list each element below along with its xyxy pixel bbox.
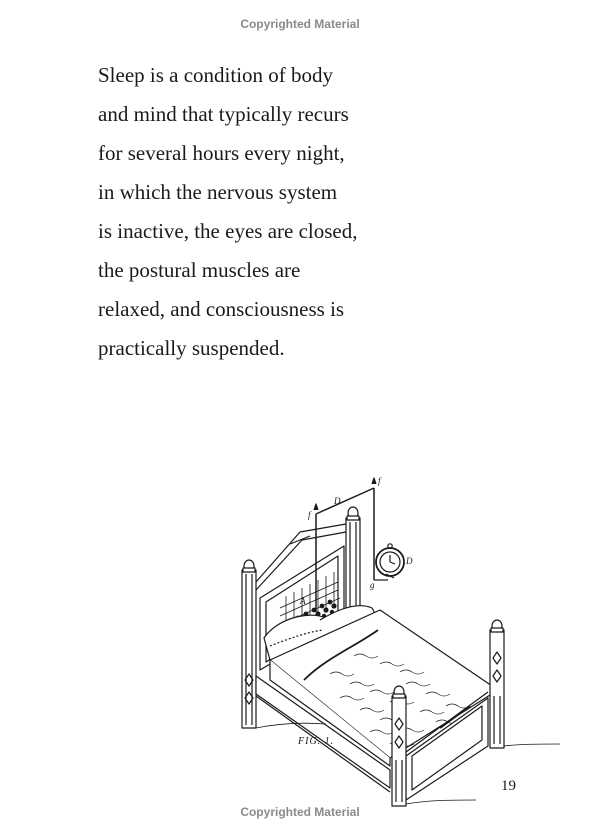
passage-line: Sleep is a condition of body	[98, 63, 334, 87]
copyright-watermark-bottom: Copyrighted Material	[240, 805, 360, 819]
page-number: 19	[501, 778, 516, 794]
sleep-definition-passage	[98, 56, 357, 368]
passage-line: practically suspended.	[98, 336, 285, 360]
svg-text:f: f	[378, 476, 381, 486]
passage-line: and mind that typically recurs	[98, 102, 349, 126]
svg-text:f: f	[308, 510, 311, 520]
bed-illustration	[230, 470, 560, 810]
figure-caption: FIG. 1.	[298, 736, 335, 747]
bed-with-alarm-icon	[230, 470, 560, 810]
passage-line: in which the nervous system	[98, 180, 338, 204]
passage-line: relaxed, and consciousness is	[98, 297, 345, 321]
svg-text:D: D	[334, 496, 341, 506]
svg-text:A: A	[300, 596, 306, 606]
passage-line: is inactive, the eyes are closed,	[98, 219, 358, 243]
svg-text:g: g	[370, 580, 375, 590]
copyright-watermark-top: Copyrighted Material	[240, 17, 360, 31]
passage-line: the postural muscles are	[98, 258, 301, 282]
passage-line: for several hours every night,	[98, 141, 345, 165]
svg-text:D: D	[406, 556, 413, 566]
